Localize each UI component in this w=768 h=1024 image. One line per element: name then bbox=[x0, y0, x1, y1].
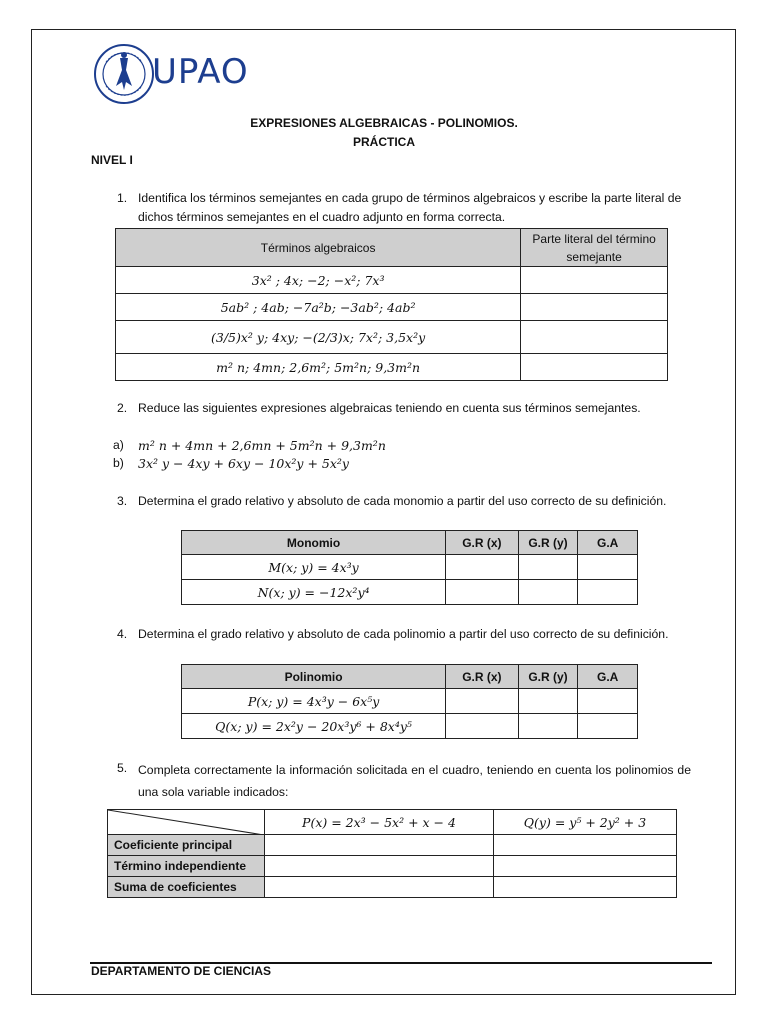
q1-row-terms: 3x² ; 4x; −2; −x²; 7x³ bbox=[116, 267, 521, 294]
q4-table bbox=[181, 664, 638, 739]
q5-col-p: P(x) = 2x³ − 5x² + x − 4 bbox=[265, 810, 494, 835]
answer-cell[interactable] bbox=[494, 835, 677, 856]
answer-cell[interactable] bbox=[446, 689, 519, 714]
q3-col-monomio: Monomio bbox=[182, 531, 446, 555]
q1-row-terms: (3/5)x² y; 4xy; −(2/3)x; 7x²; 3,5x²y bbox=[116, 321, 521, 354]
answer-cell[interactable] bbox=[578, 555, 638, 580]
answer-cell[interactable] bbox=[494, 877, 677, 898]
diagonal-header-cell bbox=[108, 810, 265, 835]
q1-answer-cell[interactable] bbox=[521, 267, 668, 294]
answer-cell[interactable] bbox=[446, 714, 519, 739]
q1-col-literal: Parte literal del término semejante bbox=[521, 229, 668, 267]
q5-row-label: Suma de coeficientes bbox=[108, 877, 265, 898]
answer-cell[interactable] bbox=[518, 714, 578, 739]
answer-cell[interactable] bbox=[578, 580, 638, 605]
q4-col-gry: G.R (y) bbox=[518, 665, 578, 689]
answer-cell[interactable] bbox=[494, 856, 677, 877]
q4-text: Determina el grado relativo y absoluto de cada polinomio a partir del uso correcto de su definición. bbox=[138, 627, 669, 641]
q1-answer-cell[interactable] bbox=[521, 321, 668, 354]
answer-cell[interactable] bbox=[518, 689, 578, 714]
answer-cell[interactable] bbox=[446, 555, 519, 580]
q1-row-terms: m² n; 4mn; 2,6m²; 5m²n; 9,3m²n bbox=[116, 354, 521, 381]
q3-col-gry: G.R (y) bbox=[518, 531, 578, 555]
answer-cell[interactable] bbox=[265, 877, 494, 898]
answer-cell[interactable] bbox=[265, 856, 494, 877]
q2-number: 2. bbox=[117, 401, 128, 415]
footer-department: DEPARTAMENTO DE CIENCIAS bbox=[91, 964, 272, 978]
level-label: NIVEL I bbox=[91, 153, 133, 167]
q1-answer-cell[interactable] bbox=[521, 294, 668, 321]
answer-cell[interactable] bbox=[578, 689, 638, 714]
q2b-expression: 3x² y − 4xy + 6xy − 10x²y + 5x²y bbox=[138, 456, 349, 471]
q5-row-label: Término independiente bbox=[108, 856, 265, 877]
q5-text: Completa correctamente la información solicitada en el cuadro, teniendo en cuenta los polinomios de una sola variable indicados: bbox=[138, 763, 691, 799]
answer-cell[interactable] bbox=[518, 555, 578, 580]
q2a-label: a) bbox=[113, 438, 124, 452]
q5-number: 5. bbox=[117, 761, 128, 775]
q1-answer-cell[interactable] bbox=[521, 354, 668, 381]
q3-monomial: N(x; y) = −12x²y⁴ bbox=[182, 580, 446, 605]
q1-text: Identifica los términos semejantes en cada grupo de términos algebraicos y escribe la parte literal de dichos términos semejantes en el cuadro adjunto en forma correcta. bbox=[138, 191, 682, 224]
q4-col-ga: G.A bbox=[578, 665, 638, 689]
q1-number: 1. bbox=[117, 191, 128, 205]
q2a-expression: m² n + 4mn + 2,6mn + 5m²n + 9,3m²n bbox=[138, 438, 386, 453]
answer-cell[interactable] bbox=[265, 835, 494, 856]
q3-monomial: M(x; y) = 4x³y bbox=[182, 555, 446, 580]
q4-polynomial: P(x; y) = 4x³y − 6x⁵y bbox=[182, 689, 446, 714]
q3-text: Determina el grado relativo y absoluto de cada monomio a partir del uso correcto de su definición. bbox=[138, 494, 667, 508]
answer-cell[interactable] bbox=[518, 580, 578, 605]
q3-col-grx: G.R (x) bbox=[446, 531, 519, 555]
q4-polynomial: Q(x; y) = 2x²y − 20x³y⁶ + 8x⁴y⁵ bbox=[182, 714, 446, 739]
q3-table bbox=[181, 530, 638, 605]
q2-text: Reduce las siguientes expresiones algebraicas teniendo en cuenta sus términos semejantes. bbox=[138, 401, 641, 415]
page-subtitle: PRÁCTICA bbox=[353, 135, 415, 149]
q1-row-terms: 5ab² ; 4ab; −7a²b; −3ab²; 4ab² bbox=[116, 294, 521, 321]
page-title: EXPRESIONES ALGEBRAICAS - POLINOMIOS. bbox=[250, 116, 518, 130]
q1-col-terms: Términos algebraicos bbox=[116, 229, 521, 267]
q5-table bbox=[107, 809, 677, 898]
diagonal-line bbox=[108, 810, 264, 835]
answer-cell[interactable] bbox=[578, 714, 638, 739]
q2b-label: b) bbox=[113, 456, 124, 470]
answer-cell[interactable] bbox=[446, 580, 519, 605]
q4-col-grx: G.R (x) bbox=[446, 665, 519, 689]
q4-number: 4. bbox=[117, 627, 128, 641]
q5-row-label: Coeficiente principal bbox=[108, 835, 265, 856]
q3-col-ga: G.A bbox=[578, 531, 638, 555]
logo-text: UPAO bbox=[152, 52, 249, 92]
q5-col-q: Q(y) = y⁵ + 2y² + 3 bbox=[494, 810, 677, 835]
q1-table bbox=[115, 228, 668, 381]
q3-number: 3. bbox=[117, 494, 128, 508]
q4-col-polinomio: Polinomio bbox=[182, 665, 446, 689]
